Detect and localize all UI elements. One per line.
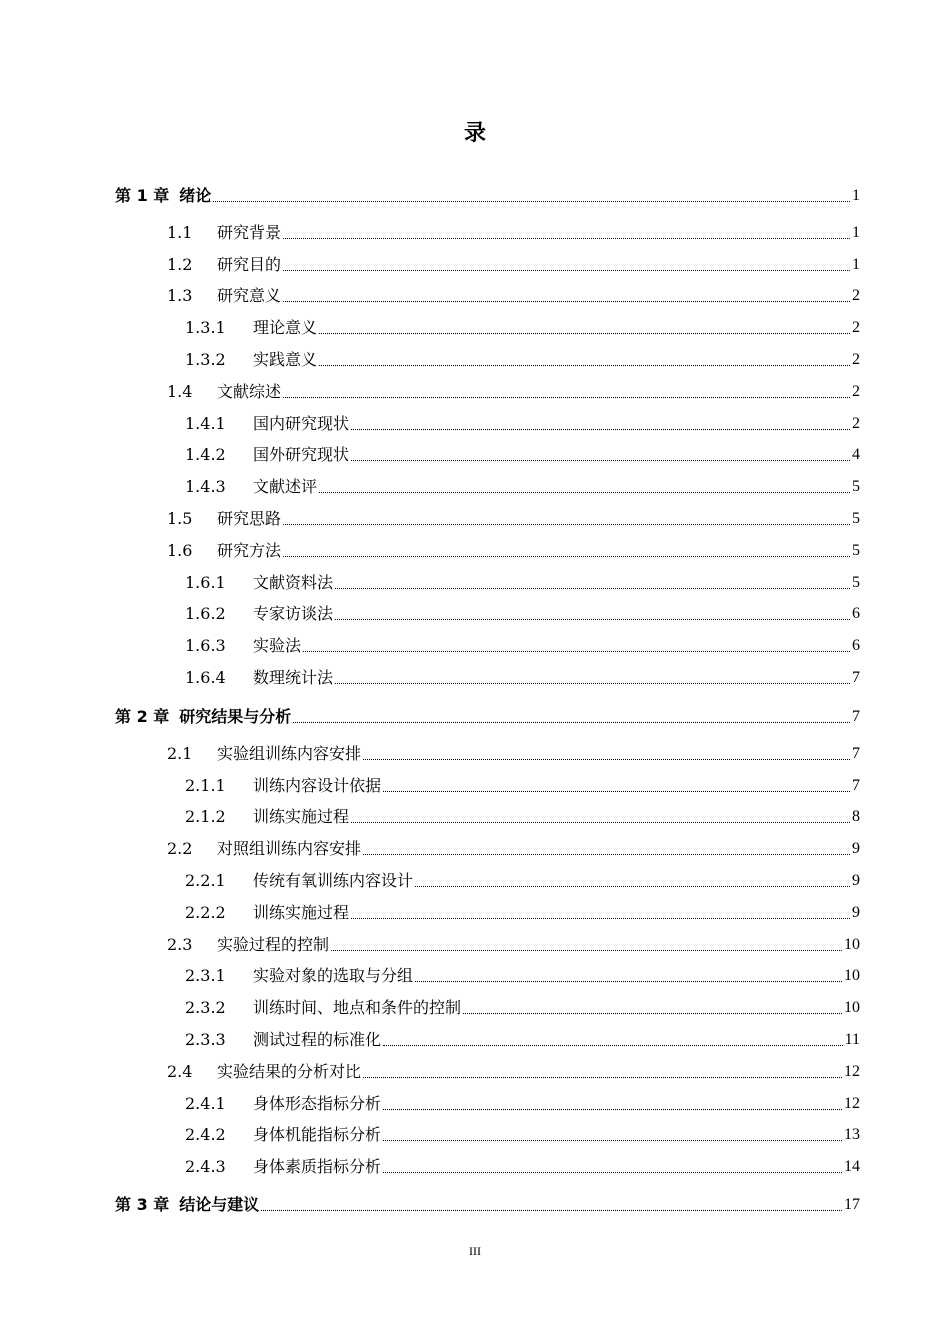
toc-entry-title: 研究意义 xyxy=(217,286,282,306)
toc-entry-page: 5 xyxy=(852,541,860,559)
toc-entry[interactable] xyxy=(115,215,860,243)
toc-entry-title: 研究背景 xyxy=(217,222,282,242)
toc-entry-number: 1.6.3 xyxy=(185,636,226,656)
toc-entry-title: 研究目的 xyxy=(217,254,282,274)
toc-entry-number: 2.3.3 xyxy=(185,1030,226,1049)
toc-entry[interactable] xyxy=(115,1149,860,1177)
toc-entry-title: 理论意义 xyxy=(253,318,318,338)
toc-entry[interactable] xyxy=(115,501,860,529)
toc-entry[interactable] xyxy=(115,660,860,688)
toc-entry-title: 国外研究现状 xyxy=(253,445,350,465)
toc-entry[interactable] xyxy=(115,990,860,1018)
toc-entry[interactable] xyxy=(115,278,860,306)
toc-entry[interactable] xyxy=(115,406,860,434)
toc-entry-page: 10 xyxy=(844,967,860,985)
toc-entry-number: 2.2 xyxy=(167,839,193,859)
toc-entry-number: 1.6.2 xyxy=(185,604,226,624)
toc-entry[interactable] xyxy=(115,565,860,593)
toc-entry[interactable] xyxy=(115,310,860,338)
toc-dot-leader xyxy=(335,618,850,620)
toc-entry-title: 身体素质指标分析 xyxy=(253,1157,382,1177)
toc-entry-number: 2.4 xyxy=(167,1061,193,1081)
toc-dot-leader xyxy=(303,650,850,652)
toc-entry-number: 2.4.1 xyxy=(185,1093,226,1113)
toc-entry-title: 训练实施过程 xyxy=(253,902,350,922)
toc-entry-number: 2.2.2 xyxy=(185,902,226,922)
toc-entry-page: 2 xyxy=(852,287,860,305)
toc-entry[interactable] xyxy=(115,958,860,986)
toc-dot-leader xyxy=(293,721,850,723)
toc-dot-leader xyxy=(351,917,850,919)
toc-dot-leader xyxy=(283,269,850,271)
toc-dot-leader xyxy=(319,491,850,493)
toc-entry-title: 文献资料法 xyxy=(253,572,334,592)
toc-entry-title: 绪论 xyxy=(179,186,212,205)
page-title: 录 xyxy=(463,121,486,146)
toc-entry-page: 1 xyxy=(852,223,860,241)
toc-entry-number: 1.6.1 xyxy=(185,572,226,592)
toc-entry-number: 2.3.2 xyxy=(185,998,226,1018)
toc-entry[interactable] xyxy=(115,1117,860,1145)
toc-entry[interactable] xyxy=(115,927,860,955)
toc-entry-number: 2.4.2 xyxy=(185,1125,226,1145)
toc-dot-leader xyxy=(351,428,850,430)
toc-entry-number: 1.4.3 xyxy=(185,477,226,497)
toc-entry-page: 9 xyxy=(852,872,860,889)
toc-entry[interactable] xyxy=(115,1086,860,1114)
toc-dot-leader xyxy=(383,1139,842,1141)
toc-entry-title: 实验对象的选取与分组 xyxy=(253,966,414,986)
toc-dot-leader xyxy=(283,555,850,557)
toc-entry-page: 2 xyxy=(852,414,860,432)
toc-entry-number: 1.6 xyxy=(167,540,193,560)
toc-entry-page: 2 xyxy=(852,351,860,368)
toc-entry-page: 1 xyxy=(852,187,860,204)
toc-entry-title: 传统有氧训练内容设计 xyxy=(253,871,414,890)
toc-entry-page: 12 xyxy=(844,1062,860,1080)
toc-entry[interactable] xyxy=(115,1054,860,1082)
toc-entry-page: 5 xyxy=(852,478,860,496)
toc-dot-leader xyxy=(383,790,850,792)
toc-dot-leader xyxy=(331,949,842,951)
toc-entry-page: 11 xyxy=(844,1031,860,1048)
toc-dot-leader xyxy=(335,587,850,589)
toc-entry-page: 8 xyxy=(852,808,860,826)
toc-entry-number: 2.1.1 xyxy=(185,775,226,795)
toc-dot-leader xyxy=(261,1209,842,1211)
toc-dot-leader xyxy=(363,758,850,760)
toc-entry[interactable] xyxy=(115,863,860,891)
toc-entry-page: 6 xyxy=(852,605,860,623)
toc-entry-number: 1.1 xyxy=(167,222,193,242)
toc-entry[interactable] xyxy=(115,628,860,656)
toc-entry[interactable] xyxy=(115,799,860,827)
toc-entry-page: 5 xyxy=(852,573,860,591)
toc-dot-leader xyxy=(415,885,850,887)
toc-dot-leader xyxy=(283,300,850,302)
toc-entry-page: 2 xyxy=(852,382,860,400)
toc-entry-title: 研究思路 xyxy=(217,509,282,528)
toc-entry-title: 训练实施过程 xyxy=(253,807,350,827)
toc-dot-leader xyxy=(283,523,850,525)
toc-entry-number: 2.4.3 xyxy=(185,1157,226,1177)
toc-entry-page: 17 xyxy=(844,1196,860,1213)
toc-entry-number: 2.2.1 xyxy=(185,871,226,890)
toc-entry-title: 身体机能指标分析 xyxy=(253,1125,382,1145)
toc-entry-title: 研究方法 xyxy=(217,540,282,560)
toc-entry-title: 实践意义 xyxy=(253,350,318,369)
toc-entry-number: 第 3 章 xyxy=(115,1195,170,1214)
toc-entry-number: 2.3.1 xyxy=(185,966,226,986)
toc-entry-page: 12 xyxy=(844,1094,860,1112)
toc-dot-leader xyxy=(351,821,850,823)
toc-dot-leader xyxy=(363,853,850,855)
toc-entry-page: 7 xyxy=(852,776,860,794)
toc-entry-number: 第 1 章 xyxy=(115,186,170,205)
toc-dot-leader xyxy=(383,1171,842,1173)
toc-entry[interactable] xyxy=(115,374,860,402)
toc-entry[interactable] xyxy=(115,533,860,561)
toc-entry[interactable] xyxy=(115,736,860,764)
toc-entry-title: 文献综述 xyxy=(217,381,282,401)
toc-entry[interactable] xyxy=(115,178,860,206)
toc-entry-title: 训练时间、地点和条件的控制 xyxy=(253,998,462,1018)
toc-dot-leader xyxy=(283,237,850,239)
toc-entry-page: 9 xyxy=(852,840,860,858)
toc-entry-number: 1.3 xyxy=(167,286,193,306)
page-number-footer: III xyxy=(469,1244,481,1258)
toc-entry-number: 1.5 xyxy=(167,509,193,528)
toc-entry[interactable] xyxy=(115,1187,860,1215)
toc-entry-page: 2 xyxy=(852,319,860,337)
toc-entry-page: 10 xyxy=(844,999,860,1017)
toc-entry-page: 7 xyxy=(852,708,860,725)
toc-entry-title: 测试过程的标准化 xyxy=(253,1030,382,1049)
toc-dot-leader xyxy=(383,1044,843,1046)
toc-dot-leader xyxy=(363,1076,842,1078)
toc-entry-title: 身体形态指标分析 xyxy=(253,1093,382,1113)
toc-entry-title: 研究结果与分析 xyxy=(179,707,292,726)
toc-entry-title: 实验结果的分析对比 xyxy=(217,1061,362,1081)
toc-entry[interactable] xyxy=(115,437,860,465)
toc-entry-number: 1.2 xyxy=(167,254,193,274)
toc-entry-title: 文献述评 xyxy=(253,477,318,497)
toc-entry-title: 实验组训练内容安排 xyxy=(217,743,362,763)
toc-entry-number: 1.4.2 xyxy=(185,445,226,465)
toc-entry-page: 7 xyxy=(852,744,860,762)
toc-entry[interactable] xyxy=(115,831,860,859)
toc-entry-page: 14 xyxy=(844,1158,860,1176)
toc-dot-leader xyxy=(319,364,850,366)
toc-entry-title: 专家访谈法 xyxy=(253,604,334,624)
toc-entry-number: 第 2 章 xyxy=(115,707,170,726)
toc-entry-page: 4 xyxy=(852,446,860,464)
toc-entry-number: 1.4 xyxy=(167,381,193,401)
toc-entry-number: 2.1.2 xyxy=(185,807,226,827)
toc-entry-number: 1.3.2 xyxy=(185,350,226,369)
toc-entry[interactable] xyxy=(115,895,860,923)
toc-dot-leader xyxy=(319,332,850,334)
toc-dot-leader xyxy=(351,459,850,461)
toc-entry-title: 训练内容设计依据 xyxy=(253,775,382,795)
toc-entry-title: 国内研究现状 xyxy=(253,413,350,433)
toc-entry-page: 9 xyxy=(852,903,860,921)
toc-entry-title: 实验法 xyxy=(253,636,302,656)
toc-entry-number: 1.4.1 xyxy=(185,413,226,433)
toc-dot-leader xyxy=(383,1108,842,1110)
toc-entry-number: 2.3 xyxy=(167,934,193,954)
toc-entry-page: 10 xyxy=(844,935,860,953)
toc-entry[interactable] xyxy=(115,469,860,497)
toc-entry[interactable] xyxy=(115,247,860,275)
toc-entry-page: 1 xyxy=(852,255,860,273)
toc-dot-leader xyxy=(213,200,850,202)
toc-entry[interactable] xyxy=(115,596,860,624)
toc-entry[interactable] xyxy=(115,699,860,727)
toc-dot-leader xyxy=(415,980,842,982)
toc-entry-title: 对照组训练内容安排 xyxy=(217,839,362,859)
toc-entry-number: 1.3.1 xyxy=(185,318,226,338)
toc-dot-leader xyxy=(283,396,850,398)
toc-entry[interactable] xyxy=(115,342,860,370)
toc-entry-page: 5 xyxy=(852,510,860,527)
toc-dot-leader xyxy=(463,1012,842,1014)
toc-entry-number: 1.6.4 xyxy=(185,668,226,687)
toc-entry-page: 13 xyxy=(844,1126,860,1144)
toc-entry[interactable] xyxy=(115,768,860,796)
toc-entry-number: 2.1 xyxy=(167,743,193,763)
toc-dot-leader xyxy=(335,682,850,684)
toc-entry-title: 结论与建议 xyxy=(179,1195,260,1214)
toc-entry-page: 6 xyxy=(852,637,860,655)
toc-entry-title: 实验过程的控制 xyxy=(217,934,330,954)
toc-entry[interactable] xyxy=(115,1022,860,1050)
toc-entry-title: 数理统计法 xyxy=(253,668,334,687)
toc-entry-page: 7 xyxy=(852,669,860,686)
